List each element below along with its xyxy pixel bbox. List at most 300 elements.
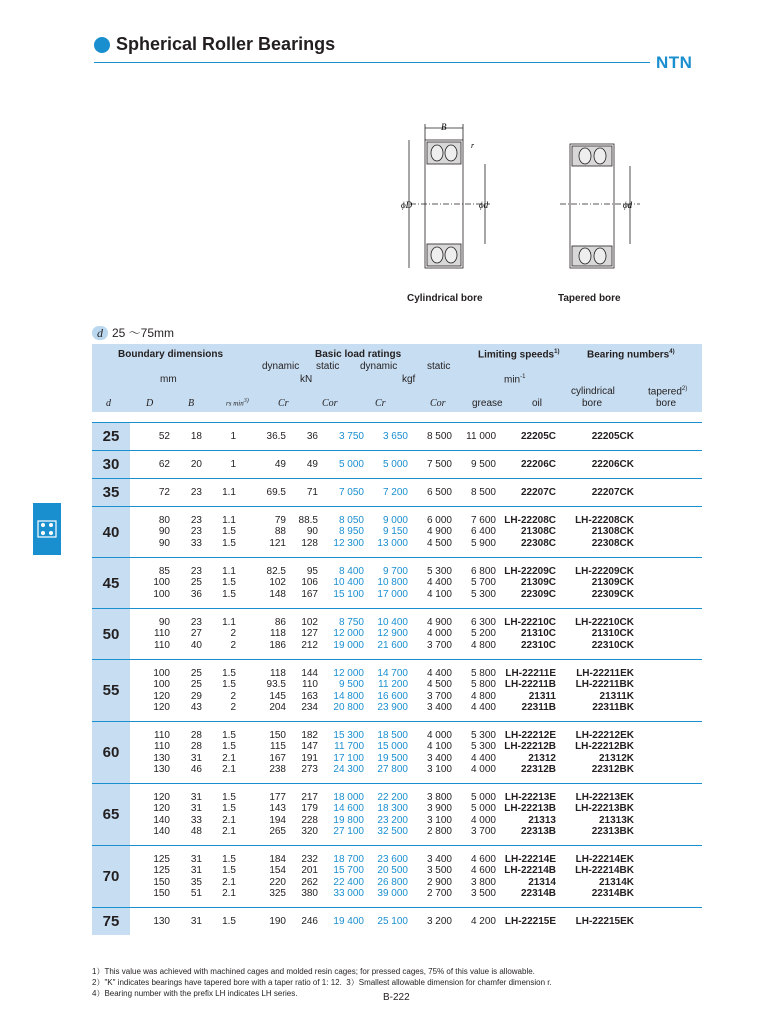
hdr-dynamic2: dynamic: [360, 361, 398, 372]
cell: 100: [153, 679, 170, 690]
cell: 182: [301, 729, 318, 741]
cell: 148: [269, 588, 286, 600]
col-5: [318, 609, 364, 660]
cell: 4 100: [426, 588, 452, 600]
cell: 33: [190, 814, 202, 826]
col-0: [130, 784, 170, 846]
col-4: [286, 507, 318, 558]
cell: 100: [153, 588, 170, 600]
hdr-sym-D: D: [146, 398, 154, 409]
col-0: [130, 479, 170, 507]
cell: 21314: [528, 876, 556, 888]
cell: 212: [301, 639, 318, 651]
cell: 130: [153, 752, 170, 764]
label-d: ϕd: [479, 200, 489, 210]
cell: 23 600: [377, 853, 408, 865]
cell: 7 050: [338, 486, 364, 498]
cell: 22312BK: [591, 764, 634, 775]
cell: 6 000: [426, 514, 452, 526]
cell: 5 300: [426, 565, 452, 577]
col-10: [560, 479, 634, 507]
col-10: [560, 451, 634, 479]
cell: 3 700: [470, 826, 496, 837]
col-5: [318, 451, 364, 479]
cell: 71: [306, 486, 318, 498]
hdr-basic-load: Basic load ratings: [315, 349, 402, 360]
cell: 4 600: [470, 865, 496, 876]
cell: 11 700: [334, 741, 364, 752]
col-4: [286, 908, 318, 936]
hdr-cyl2: bore: [582, 398, 603, 409]
cell: 8 500: [470, 486, 496, 498]
col-6: [364, 558, 408, 609]
hdr-sym-cor: Cor: [322, 398, 338, 409]
cell: 4 800: [470, 690, 496, 702]
bore-diameter: 40: [92, 507, 130, 558]
cell: 24 300: [333, 764, 364, 775]
cell: 86: [274, 616, 286, 628]
cell: 19 500: [377, 752, 408, 764]
col-0: [130, 507, 170, 558]
col-8: [452, 846, 496, 908]
section-tab: [33, 503, 61, 555]
cell: 14 800: [333, 690, 364, 702]
cell: 2: [230, 628, 236, 640]
bore-diameter: 25: [92, 423, 130, 451]
cell: 21310CK: [591, 628, 634, 640]
col-3: [236, 722, 286, 784]
cell: 4 100: [426, 741, 452, 752]
cell: LH-22215EK: [575, 915, 634, 927]
caption-tapered-bore: Tapered bore: [558, 293, 621, 304]
cell: 102: [301, 616, 318, 628]
col-7: [408, 660, 452, 722]
cell: 7 500: [426, 458, 452, 470]
col-5: [318, 722, 364, 784]
cell: 273: [301, 764, 318, 775]
cell: 2.1: [222, 764, 236, 775]
hdr-mm: mm: [160, 374, 177, 385]
col-0: [130, 722, 170, 784]
cell: 194: [269, 814, 286, 826]
col-6: [364, 908, 408, 936]
cell: 21314K: [598, 876, 634, 888]
cell: 21313K: [598, 814, 634, 826]
cell: LH-22209C: [504, 565, 556, 577]
col-9: [496, 784, 560, 846]
col-1: [170, 479, 202, 507]
cell: 11 000: [466, 430, 496, 442]
label-d-tapered: ϕd: [623, 200, 633, 210]
col-6: [364, 451, 408, 479]
cell: 29: [190, 690, 202, 702]
hdr-static1: static: [316, 361, 340, 372]
col-3: [236, 660, 286, 722]
group-row-d25: [92, 423, 702, 451]
col-6: [364, 846, 408, 908]
cell: 2 700: [426, 888, 452, 899]
bore-diameter: 55: [92, 660, 130, 722]
cell: 100: [153, 577, 170, 589]
col-7: [408, 609, 452, 660]
hdr-kgf: kgf: [402, 374, 416, 385]
group-row-d65: [92, 784, 702, 846]
cell: 31: [190, 865, 202, 876]
hdr-sym-cor2: Cor: [430, 398, 446, 409]
cell: 150: [153, 888, 170, 899]
col-6: [364, 609, 408, 660]
col-2: [202, 558, 236, 609]
cell: LH-22213EK: [575, 791, 634, 803]
cell: 80: [158, 514, 170, 526]
col-3: [236, 451, 286, 479]
cell: 27 100: [333, 826, 364, 837]
cell: 10 400: [377, 616, 408, 628]
col-5: [318, 507, 364, 558]
cell: LH-22208CK: [575, 514, 634, 526]
cell: LH-22211EK: [576, 667, 634, 679]
cell: 15 100: [333, 588, 364, 600]
cell: 22310C: [520, 639, 556, 651]
cell: 110: [154, 741, 170, 752]
cell: 2: [230, 702, 236, 713]
col-2: [202, 451, 236, 479]
col-1: [170, 846, 202, 908]
cell: 4 000: [426, 628, 452, 640]
hdr-sym-B: B: [188, 398, 195, 409]
cell: 18 300: [377, 803, 408, 814]
table-header: [92, 344, 702, 412]
cell: 3 400: [426, 752, 452, 764]
cell: 6 500: [426, 486, 452, 498]
bore-diameter: 35: [92, 479, 130, 507]
cell: 14 700: [377, 667, 408, 679]
cell: LH-22208C: [504, 514, 556, 526]
cell: 1.5: [222, 526, 236, 538]
cell: 7 200: [382, 486, 408, 498]
cell: 21312K: [598, 752, 634, 764]
cell: 1: [230, 430, 236, 442]
col-2: [202, 722, 236, 784]
cell: 13 000: [377, 537, 408, 549]
col-9: [496, 479, 560, 507]
cell: 88: [274, 526, 286, 538]
hdr-static2: static: [427, 361, 451, 372]
group-row-d35: [92, 479, 702, 507]
col-1: [170, 507, 202, 558]
col-10: [560, 423, 634, 451]
cell: 8 400: [338, 565, 364, 577]
cell: 1.5: [222, 577, 236, 589]
cell: 8 500: [426, 430, 452, 442]
cell: 167: [301, 588, 318, 600]
col-5: [318, 558, 364, 609]
cell: 1.5: [222, 803, 236, 814]
cell: 246: [301, 915, 318, 927]
cell: 40: [190, 639, 202, 651]
cell: 4 500: [426, 537, 452, 549]
col-2: [202, 908, 236, 936]
group-row-d70: [92, 846, 702, 908]
col-3: [236, 846, 286, 908]
group-row-d45: [92, 558, 702, 609]
cell: 217: [301, 791, 318, 803]
footnote-1: 1）This value was achieved with machined cages and molded resin cages; for pressed cages, 75% of this value is allowable.: [92, 967, 535, 976]
col-10: [560, 558, 634, 609]
cell: 3 800: [470, 876, 496, 888]
cell: 23: [190, 565, 202, 577]
col-3: [236, 609, 286, 660]
cell: 100: [153, 667, 170, 679]
cell: 5 000: [382, 458, 408, 470]
hdr-oil: oil: [532, 398, 543, 409]
cell: 1.5: [222, 537, 236, 549]
col-7: [408, 722, 452, 784]
cell: 5 700: [470, 577, 496, 589]
cell: 110: [154, 628, 170, 640]
cell: 23: [190, 486, 202, 498]
col-8: [452, 479, 496, 507]
cell: 22206C: [520, 458, 556, 470]
bore-diameter: 65: [92, 784, 130, 846]
cell: 31: [190, 791, 202, 803]
col-4: [286, 660, 318, 722]
page-number: B-222: [383, 992, 410, 1003]
cell: LH-22210C: [504, 616, 556, 628]
cell: 90: [158, 616, 170, 628]
cell: 39 000: [377, 888, 408, 899]
cell: 5 800: [470, 679, 496, 690]
hdr-boundary: Boundary dimensions: [118, 349, 224, 360]
cell: 1.5: [222, 915, 236, 927]
group-row-d55: [92, 660, 702, 722]
cell: 4 400: [470, 752, 496, 764]
cell: 4 400: [470, 702, 496, 713]
cell: 5 000: [470, 803, 496, 814]
cell: 167: [269, 752, 286, 764]
cell: 3 800: [426, 791, 452, 803]
cell: 204: [269, 702, 286, 713]
cell: 106: [301, 577, 318, 589]
hdr-sym-d: d: [106, 398, 111, 409]
bore-diameter: 75: [92, 908, 130, 936]
cell: 140: [153, 814, 170, 826]
cell: 12 000: [333, 667, 364, 679]
cell: 7 600: [470, 514, 496, 526]
col-4: [286, 784, 318, 846]
col-0: [130, 660, 170, 722]
col-9: [496, 423, 560, 451]
cell: 4 000: [470, 814, 496, 826]
cell: 5 200: [470, 628, 496, 640]
cell: 118: [270, 628, 286, 640]
cell: 1.1: [222, 486, 236, 498]
cell: 20: [190, 458, 202, 470]
cell: 10 400: [333, 577, 364, 589]
col-8: [452, 451, 496, 479]
col-0: [130, 846, 170, 908]
cell: 22308C: [520, 537, 556, 549]
cell: 11 200: [378, 679, 408, 690]
range-symbol: d: [92, 326, 108, 340]
label-r: r: [471, 141, 475, 150]
cell: 3 650: [382, 430, 408, 442]
cell: 1.5: [222, 667, 236, 679]
cell: 4 400: [426, 667, 452, 679]
cell: 19 400: [333, 915, 364, 927]
col-5: [318, 846, 364, 908]
hdr-limiting: Limiting speeds$^{1)}$: [478, 349, 560, 361]
cell: 265: [269, 826, 286, 837]
col-1: [170, 908, 202, 936]
bore-diameter: 45: [92, 558, 130, 609]
cell: 14 600: [333, 803, 364, 814]
col-9: [496, 451, 560, 479]
group-row-d60: [92, 722, 702, 784]
cell: 4 000: [426, 729, 452, 741]
cell: 3 400: [426, 702, 452, 713]
col-6: [364, 423, 408, 451]
cell: 1.5: [222, 588, 236, 600]
col-3: [236, 479, 286, 507]
hdr-tap2: bore: [656, 398, 677, 409]
cell: 143: [269, 803, 286, 814]
cell: LH-22212E: [504, 729, 556, 741]
cell: 6 400: [470, 526, 496, 538]
cell: 120: [153, 702, 170, 713]
cell: 1.1: [222, 565, 236, 577]
cell: LH-22211B: [504, 679, 556, 690]
cell: LH-22210CK: [575, 616, 634, 628]
cell: 15 000: [377, 741, 408, 752]
col-4: [286, 423, 318, 451]
col-6: [364, 507, 408, 558]
col-2: [202, 423, 236, 451]
cell: 9 500: [338, 679, 364, 690]
group-row-d30: [92, 451, 702, 479]
cell: 22207CK: [591, 486, 634, 498]
col-6: [364, 479, 408, 507]
col-10: [560, 660, 634, 722]
cell: 32 500: [377, 826, 408, 837]
cell: LH-22213B: [504, 803, 556, 814]
cell: 144: [301, 667, 318, 679]
cell: 22314B: [520, 888, 556, 899]
col-2: [202, 479, 236, 507]
cell: 3 400: [426, 853, 452, 865]
cell: 35: [190, 876, 202, 888]
col-6: [364, 784, 408, 846]
title-divider: [94, 62, 650, 63]
cell: 125: [153, 865, 170, 876]
cell: 49: [274, 458, 286, 470]
col-3: [236, 784, 286, 846]
cell: 1.5: [222, 865, 236, 876]
col-9: [496, 722, 560, 784]
cell: 21310C: [520, 628, 556, 640]
cell: 150: [153, 876, 170, 888]
caption-cylindrical-bore: Cylindrical bore: [407, 293, 483, 304]
cell: 163: [301, 690, 318, 702]
col-4: [286, 558, 318, 609]
cell: 25: [190, 667, 202, 679]
hdr-dynamic1: dynamic: [262, 361, 300, 372]
cell: 22313B: [520, 826, 556, 837]
cell: LH-22213E: [504, 791, 556, 803]
col-7: [408, 451, 452, 479]
cell: 120: [153, 690, 170, 702]
cell: 22310CK: [591, 639, 634, 651]
cell: 31: [190, 915, 202, 927]
col-7: [408, 846, 452, 908]
cell: 4 600: [470, 853, 496, 865]
col-7: [408, 423, 452, 451]
cell: 36.5: [266, 430, 286, 442]
cell: 238: [269, 764, 286, 775]
cell: 21309C: [520, 577, 556, 589]
cell: 3 200: [426, 915, 452, 927]
cell: 28: [190, 729, 202, 741]
col-9: [496, 660, 560, 722]
cell: 2.1: [222, 888, 236, 899]
cell: 2.1: [222, 876, 236, 888]
cell: LH-22212EK: [575, 729, 634, 741]
col-5: [318, 660, 364, 722]
cell: 17 100: [333, 752, 364, 764]
cell: 147: [301, 741, 318, 752]
cell: 93.5: [266, 679, 286, 690]
col-5: [318, 423, 364, 451]
col-9: [496, 908, 560, 936]
cell: 22205CK: [591, 430, 634, 442]
col-9: [496, 846, 560, 908]
col-1: [170, 423, 202, 451]
footnote-2: 2）"K" indicates bearings have tapered bore with a taper ratio of 1: 12. 3）Smallest allowable dimension for chamfer dimension r.: [92, 978, 552, 987]
col-8: [452, 558, 496, 609]
cell: 150: [269, 729, 286, 741]
col-1: [170, 451, 202, 479]
col-1: [170, 784, 202, 846]
cell: 234: [301, 702, 318, 713]
cell: 8 950: [338, 526, 364, 538]
col-4: [286, 846, 318, 908]
cell: 23: [190, 526, 202, 538]
cell: 177: [269, 791, 286, 803]
cell: 2.1: [222, 814, 236, 826]
cell: 15 700: [333, 865, 364, 876]
cell: 220: [269, 876, 286, 888]
page-title: Spherical Roller Bearings: [116, 34, 336, 54]
hdr-cyl1: cylindrical: [571, 386, 615, 397]
col-1: [170, 609, 202, 660]
cell: 2: [230, 690, 236, 702]
cell: 115: [270, 741, 286, 752]
cell: 9 000: [382, 514, 408, 526]
col-4: [286, 451, 318, 479]
cell: 3 700: [426, 639, 452, 651]
footnote-4: 4）Bearing number with the prefix LH indicates LH series.: [92, 989, 298, 998]
cell: 21311K: [599, 690, 634, 702]
col-5: [318, 908, 364, 936]
cell: 20 500: [377, 865, 408, 876]
col-7: [408, 908, 452, 936]
cell: 31: [190, 752, 202, 764]
cell: 23: [190, 514, 202, 526]
cell: 23 900: [377, 702, 408, 713]
col-2: [202, 507, 236, 558]
cell: LH-22213BK: [575, 803, 634, 814]
cell: 4 000: [470, 764, 496, 775]
